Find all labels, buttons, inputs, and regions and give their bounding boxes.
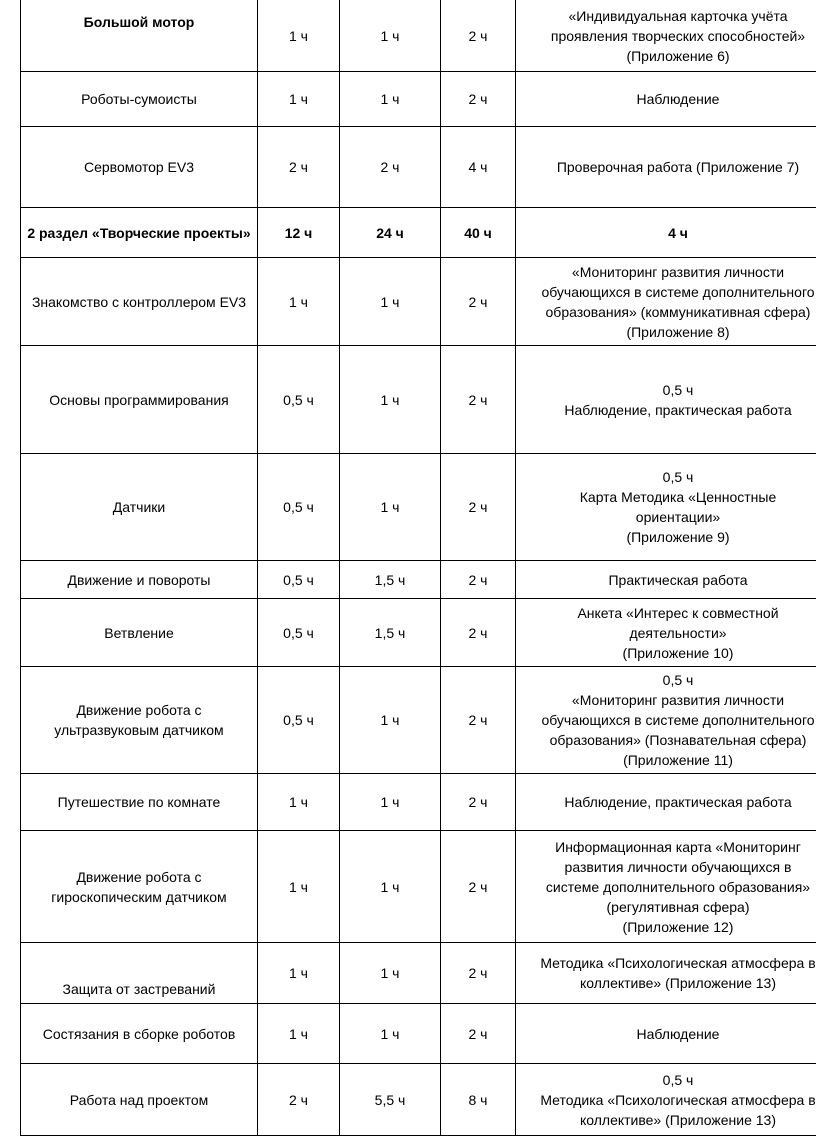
control-line: деятельности» <box>520 623 816 643</box>
topic-cell: Движение робота с ультразвуковым датчиком <box>21 667 258 774</box>
control-line: (регулятивная сфера) <box>520 897 816 917</box>
hours-cell: 1 ч <box>258 943 340 1004</box>
hours-cell: 1 ч <box>258 0 340 72</box>
control-line: «Мониторинг развития личности <box>520 262 816 282</box>
table-row <box>21 454 816 561</box>
control-line: «Индивидуальная карточка учёта <box>520 6 816 26</box>
control-line: (Приложение 11) <box>520 750 816 770</box>
table-row <box>21 831 816 943</box>
control-line: (Приложение 6) <box>520 46 816 66</box>
topic-cell: Работа над проектом <box>21 1064 258 1136</box>
hours-cell: 1 ч <box>340 72 441 127</box>
control-line: (Приложение 9) <box>520 527 816 547</box>
table-row <box>21 774 816 831</box>
hours-cell: 1,5 ч <box>340 599 441 667</box>
table-row <box>21 258 816 346</box>
hours-cell: 1,5 ч <box>340 561 441 599</box>
topic-cell: Движение и повороты <box>21 561 258 599</box>
control-line: Практическая работа <box>520 570 816 590</box>
section-title: 2 раздел «Творческие проекты» <box>21 208 258 258</box>
control-cell <box>516 1064 816 1136</box>
control-line: 4 ч <box>520 223 816 243</box>
hours-cell: 0,5 ч <box>258 667 340 774</box>
control-line: (Приложение 10) <box>520 643 816 663</box>
table-row <box>21 346 816 454</box>
control-line: образования» (Познавательная сфера) <box>520 730 816 750</box>
control-cell <box>516 346 816 454</box>
topic-cell: Защита от застреваний <box>21 943 258 1004</box>
hours-cell: 8 ч <box>441 1064 516 1136</box>
hours-cell: 1 ч <box>340 258 441 346</box>
hours-cell: 0,5 ч <box>258 561 340 599</box>
control-line: проявления творческих способностей» <box>520 26 816 46</box>
control-line: Карта Методика «Ценностные <box>520 487 816 507</box>
table-row <box>21 0 816 72</box>
hours-cell: 2 ч <box>441 774 516 831</box>
control-line: Информационная карта «Мониторинг <box>520 837 816 857</box>
table-row <box>21 1064 816 1136</box>
topic-cell: Датчики <box>21 454 258 561</box>
control-line: развития личности обучающихся в <box>520 857 816 877</box>
hours-cell: 2 ч <box>258 1064 340 1136</box>
control-cell <box>516 258 816 346</box>
hours-cell: 1 ч <box>258 831 340 943</box>
topic-cell: Роботы-сумоисты <box>21 72 258 127</box>
control-cell <box>516 831 816 943</box>
control-cell <box>516 774 816 831</box>
table-row <box>21 599 816 667</box>
hours-cell: 2 ч <box>441 599 516 667</box>
topic-cell: Сервомотор EV3 <box>21 127 258 208</box>
control-line: коллективе» (Приложение 13) <box>520 1110 816 1130</box>
control-cell <box>516 72 816 127</box>
hours-cell: 1 ч <box>340 774 441 831</box>
control-line: Наблюдение, практическая работа <box>520 400 816 420</box>
control-line: (Приложение 12) <box>520 917 816 937</box>
control-line: 0,5 ч <box>520 380 816 400</box>
control-cell <box>516 667 816 774</box>
control-cell <box>516 561 816 599</box>
hours-cell: 0,5 ч <box>258 599 340 667</box>
table-row <box>21 72 816 127</box>
control-line: образования» (коммуникативная сфера) <box>520 302 816 322</box>
hours-cell: 2 ч <box>441 346 516 454</box>
hours-cell: 1 ч <box>258 774 340 831</box>
control-line: коллективе» (Приложение 13) <box>520 973 816 993</box>
table-row <box>21 561 816 599</box>
control-line: 0,5 ч <box>520 467 816 487</box>
hours-cell: 2 ч <box>441 943 516 1004</box>
hours-cell: 1 ч <box>340 943 441 1004</box>
hours-cell: 2 ч <box>441 561 516 599</box>
table-row <box>21 1004 816 1064</box>
control-cell <box>516 0 816 72</box>
hours-cell: 4 ч <box>441 127 516 208</box>
schedule-table <box>20 0 816 1136</box>
section-row <box>21 208 816 258</box>
hours-cell: 2 ч <box>441 72 516 127</box>
topic-cell: Состязания в сборке роботов <box>21 1004 258 1064</box>
hours-cell: 1 ч <box>258 1004 340 1064</box>
hours-cell: 2 ч <box>441 0 516 72</box>
control-line: Наблюдение, практическая работа <box>520 792 816 812</box>
control-line: Проверочная работа (Приложение 7) <box>520 157 816 177</box>
schedule-body <box>21 0 816 1136</box>
hours-cell: 1 ч <box>340 1004 441 1064</box>
hours-cell: 0,5 ч <box>258 454 340 561</box>
hours-cell: 1 ч <box>340 454 441 561</box>
hours-cell: 1 ч <box>340 831 441 943</box>
control-line: Методика «Психологическая атмосфера в <box>520 953 816 973</box>
topic-cell: Основы программирования <box>21 346 258 454</box>
topic-cell: Путешествие по комнате <box>21 774 258 831</box>
topic-cell: Движение робота с гироскопическим датчиком <box>21 831 258 943</box>
topic-cell: Знакомство с контроллером EV3 <box>21 258 258 346</box>
control-cell <box>516 943 816 1004</box>
table-row <box>21 943 816 1004</box>
hours-cell: 1 ч <box>340 346 441 454</box>
hours-cell: 40 ч <box>441 208 516 258</box>
topic-cell: Большой мотор <box>21 0 258 72</box>
hours-cell: 5,5 ч <box>340 1064 441 1136</box>
control-line: ориентации» <box>520 507 816 527</box>
hours-cell: 1 ч <box>340 0 441 72</box>
control-line: Наблюдение <box>520 1024 816 1044</box>
control-cell <box>516 208 816 258</box>
topic-cell: Ветвление <box>21 599 258 667</box>
hours-cell: 2 ч <box>258 127 340 208</box>
control-cell <box>516 454 816 561</box>
control-line: системе дополнительного образования» <box>520 877 816 897</box>
control-cell <box>516 1004 816 1064</box>
hours-cell: 0,5 ч <box>258 346 340 454</box>
control-cell <box>516 127 816 208</box>
control-line: обучающихся в системе дополнительного <box>520 282 816 302</box>
control-line: 0,5 ч <box>520 670 816 690</box>
hours-cell: 2 ч <box>340 127 441 208</box>
hours-cell: 2 ч <box>441 667 516 774</box>
table-row <box>21 127 816 208</box>
control-line: «Мониторинг развития личности <box>520 690 816 710</box>
control-line: (Приложение 8) <box>520 322 816 342</box>
hours-cell: 2 ч <box>441 831 516 943</box>
hours-cell: 12 ч <box>258 208 340 258</box>
control-line: Наблюдение <box>520 89 816 109</box>
hours-cell: 1 ч <box>340 667 441 774</box>
table-row <box>21 667 816 774</box>
hours-cell: 1 ч <box>258 258 340 346</box>
hours-cell: 24 ч <box>340 208 441 258</box>
control-line: Анкета «Интерес к совместной <box>520 603 816 623</box>
control-cell <box>516 599 816 667</box>
hours-cell: 2 ч <box>441 454 516 561</box>
control-line: обучающихся в системе дополнительного <box>520 710 816 730</box>
hours-cell: 2 ч <box>441 258 516 346</box>
control-line: Методика «Психологическая атмосфера в <box>520 1090 816 1110</box>
control-line: 0,5 ч <box>520 1070 816 1090</box>
hours-cell: 2 ч <box>441 1004 516 1064</box>
hours-cell: 1 ч <box>258 72 340 127</box>
